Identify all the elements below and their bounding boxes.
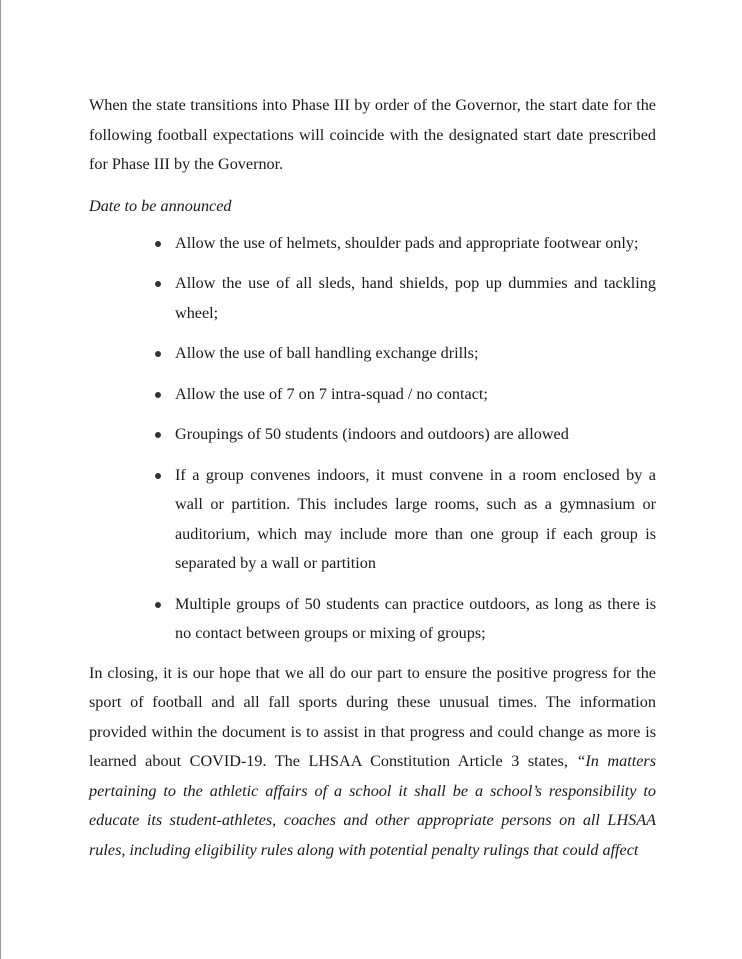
bullet-icon [155,281,161,287]
list-item [175,590,656,649]
list-item [175,461,656,579]
list-item-text: Multiple groups of 50 students can practice outdoors, as long as there is no contact between groups or mixing of groups; [175,594,656,642]
bullet-icon [155,432,161,438]
list-item-text: Groupings of 50 students (indoors and outdoors) are allowed [175,425,569,443]
list-item [175,229,656,259]
bullet-icon [155,351,161,357]
bullet-icon [155,392,161,398]
intro-paragraph: When the state transitions into Phase III by order of the Governor, the start date for the following football expectations will coincide with the designated start date prescribed for Phase III by the Governor. [89,96,656,173]
closing-text: In closing, it is our hope that we all do our part to ensure the positive progress for the sport of football and all fall sports during these unusual times. The information provided within the document is to assist in that progress and could change as more is learned about COVID-19. The LHSAA Constitution Article 3 states, [89,663,656,770]
list-item [175,269,656,328]
list-item [175,339,656,369]
list-item-text: Allow the use of ball handling exchange drills; [175,344,479,362]
bullet-icon [155,241,161,247]
list-item-text: Allow the use of all sleds, hand shields, pop up dummies and tackling wheel; [175,274,656,322]
closing-paragraph [89,659,656,866]
list-item-text: Allow the use of helmets, shoulder pads and appropriate footwear only; [175,233,639,252]
section-heading: Date to be announced [89,196,232,215]
list-item [175,420,656,450]
list-item-text: If a group convenes indoors, it must convene in a room enclosed by a wall or partition. This includes large rooms, such as a gymnasium or auditorium, which may include more than one group if each group is separated by a wall or partition [175,465,656,572]
bullet-icon [155,602,161,608]
constitution-quote: “In matters pertaining to the athletic affairs of a school it shall be a school’s responsibility to educate its student-athletes, coaches and other appropriate persons on all LHSAA rules, including eligibility rules along with potential penalty rulings that could affect [89,752,656,859]
bullet-icon [155,473,161,479]
list-item-text: Allow the use of 7 on 7 intra-squad / no contact; [175,384,488,403]
list-item [175,380,656,410]
page-content [89,91,656,865]
bullet-list [89,229,656,649]
